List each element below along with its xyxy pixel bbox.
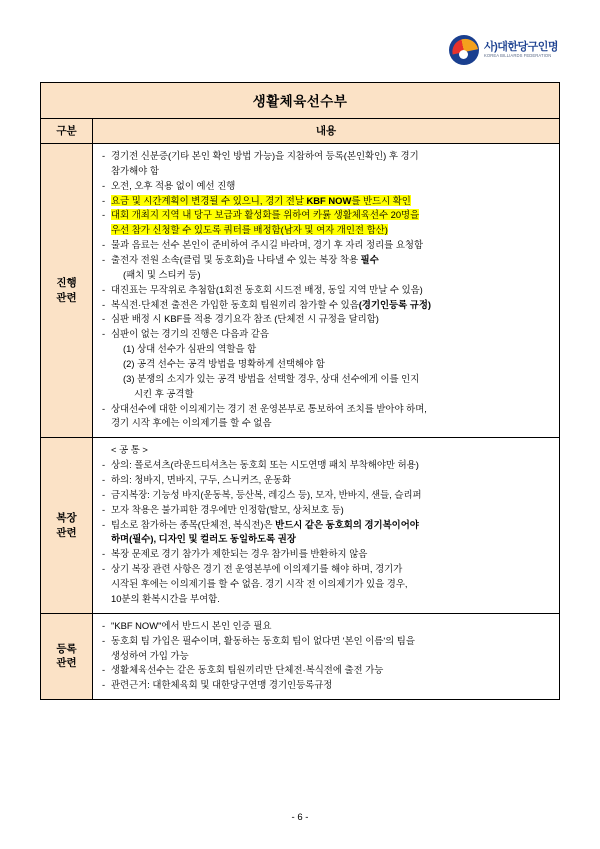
rule-line: 10분의 환복시간을 부여함. bbox=[111, 592, 220, 604]
rule-line: - 동호회 팀 가입은 필수이며, 활동하는 동호회 팀이 없다면 '본인 이름'의 팀을 bbox=[101, 634, 553, 649]
rule-line: - 금지복장: 기능성 바지(운동복, 등산복, 레깅스 등), 모자, 반바지, 샌들, 슬리퍼 bbox=[101, 488, 553, 503]
rule-line: 하며(필수), 디자인 및 컬러도 동일하도록 권장 bbox=[111, 533, 296, 545]
rule-line: - 복장 문제로 경기 참가가 제한되는 경우 참가비를 반환하지 않음 bbox=[101, 547, 553, 562]
table-header-row bbox=[41, 119, 560, 144]
rule-line: - 생활체육선수는 같은 동호회 팀원끼리만 단체전·복식전에 출전 가능 bbox=[101, 663, 553, 678]
rule-line: - 대회 개최지 지역 내 당구 보급과 활성화를 위하여 카륡 생활체육선수 20명을 bbox=[101, 208, 553, 223]
category-label: 등록 관련 bbox=[56, 643, 77, 670]
content-cell-uniform bbox=[93, 438, 560, 613]
rule-line: - 모자 착용은 불가피한 경우에만 인정함(탈모, 상처보호 등) bbox=[101, 503, 553, 518]
rule-line: - 요금 및 시간계획이 변경될 수 있으니, 경기 전날 KBF NOW를 반드시 확인 bbox=[101, 194, 553, 209]
rule-line: - "KBF NOW"에서 반드시 본인 인증 필요 bbox=[101, 619, 553, 634]
logo-title-en: KOREA BILLIARDS FEDERATION bbox=[483, 53, 552, 59]
category-label: 복장 관련 bbox=[56, 512, 77, 539]
table-title-row bbox=[41, 83, 560, 119]
rule-line: - 물과 음료는 선수 본인이 준비하여 주시길 바라며, 경기 후 자리 정리를 요청함 bbox=[101, 238, 553, 253]
logo-title-kr: 사)대한당구인명 bbox=[483, 40, 558, 53]
rule-line: - 심판 배정 시 KBF를 적용 경기요각 참조 (단체전 시 규정을 달리함) bbox=[101, 312, 553, 327]
rule-line: - 오전, 오후 적용 없이 예선 진행 bbox=[101, 179, 553, 194]
rules-table bbox=[40, 82, 560, 700]
content-cell-progress bbox=[93, 144, 560, 438]
content-list-registration bbox=[101, 619, 553, 693]
logo-text bbox=[484, 42, 558, 59]
rule-line: - 팀소로 참가하는 종목(단체전, 복식전)은 반드시 같은 동호회의 경기복이어야 bbox=[101, 518, 553, 533]
rule-line: - 관련근거: 대한체육회 및 대한당구연맹 경기인등록규정 bbox=[101, 678, 553, 693]
rule-line: (3) 분쟁의 소지가 있는 공격 방법을 선택할 경우, 상대 선수에게 이를 인지 bbox=[123, 372, 420, 384]
column-header-category: 구분 bbox=[41, 119, 93, 144]
rule-line: 참가해야 함 bbox=[111, 164, 159, 176]
rule-line: - 상기 복장 관련 사항은 경기 전 운영본부에 이의제기를 해야 하며, 경기가 bbox=[101, 562, 553, 577]
rule-line: - 심판이 없는 경기의 진행은 다음과 같음 bbox=[101, 327, 553, 342]
rule-line: < 공 통 > bbox=[111, 444, 148, 456]
rule-line: 시작된 후에는 이의제기를 할 수 없음. 경기 시작 전 이의제기가 있을 경우, bbox=[111, 578, 408, 590]
table-row bbox=[41, 613, 560, 699]
table-title: 생활체육선수부 bbox=[41, 83, 560, 119]
rule-line: - 하의: 청바지, 면바지, 구두, 스니커즈, 운동화 bbox=[101, 473, 553, 488]
category-cell-registration bbox=[41, 613, 93, 699]
table-row bbox=[41, 438, 560, 613]
rule-line: - 복식전·단체전 출전은 가입한 동호회 팀원끼리 참가할 수 있음(경기인등록 규정) bbox=[101, 298, 553, 313]
page-footer: - 6 - bbox=[291, 812, 309, 823]
content-list-progress bbox=[101, 149, 553, 431]
table-row bbox=[41, 144, 560, 438]
rule-line: 시킨 후 공격할 bbox=[134, 387, 194, 399]
category-label: 진행 관련 bbox=[56, 277, 77, 304]
rule-line: (1) 상대 선수가 심판의 역할을 함 bbox=[123, 343, 257, 355]
rule-line: - 상대선수에 대한 이의제기는 경기 전 운영본부로 통보하여 조치를 받아야 하며, bbox=[101, 402, 553, 417]
billiards-logo-icon bbox=[449, 35, 479, 65]
rule-line: (패치 및 스티커 등) bbox=[123, 268, 201, 280]
rule-line: - 경기전 신분증(기타 본인 확인 방법 가능)을 지참하여 등록(본인확인) 후 경기 bbox=[101, 149, 553, 164]
rule-line: 경기 시작 후에는 이의제기를 할 수 없음 bbox=[111, 417, 272, 429]
federation-logo bbox=[449, 35, 558, 65]
content-cell-registration bbox=[93, 613, 560, 699]
column-header-content: 내용 bbox=[93, 119, 560, 144]
category-cell-uniform bbox=[41, 438, 93, 613]
rule-line: - 대진표는 무작위로 추첨함(1회전 동호회 시드전 배정, 동일 지역 만날 수 있음) bbox=[101, 283, 553, 298]
rule-line: 생성하여 가입 가능 bbox=[111, 649, 189, 661]
rule-line: - 출전자 전원 소속(클럽 및 동호회)을 나타낼 수 있는 복장 착용 필수 bbox=[101, 253, 553, 268]
document-header bbox=[40, 26, 560, 74]
rule-line: (2) 공격 선수는 공격 방법을 명확하게 선택해야 함 bbox=[123, 358, 325, 370]
category-cell-progress bbox=[41, 144, 93, 438]
content-list-uniform bbox=[101, 443, 553, 606]
rule-line: 우선 참가 신청할 수 있도록 쿼터를 배정함(남자 및 여자 개인전 합산) bbox=[111, 224, 388, 236]
rule-line: - 상의: 폴로셔츠(라운드티셔츠는 동호회 또는 시도연맹 패치 부착해야만 허용) bbox=[101, 458, 553, 473]
